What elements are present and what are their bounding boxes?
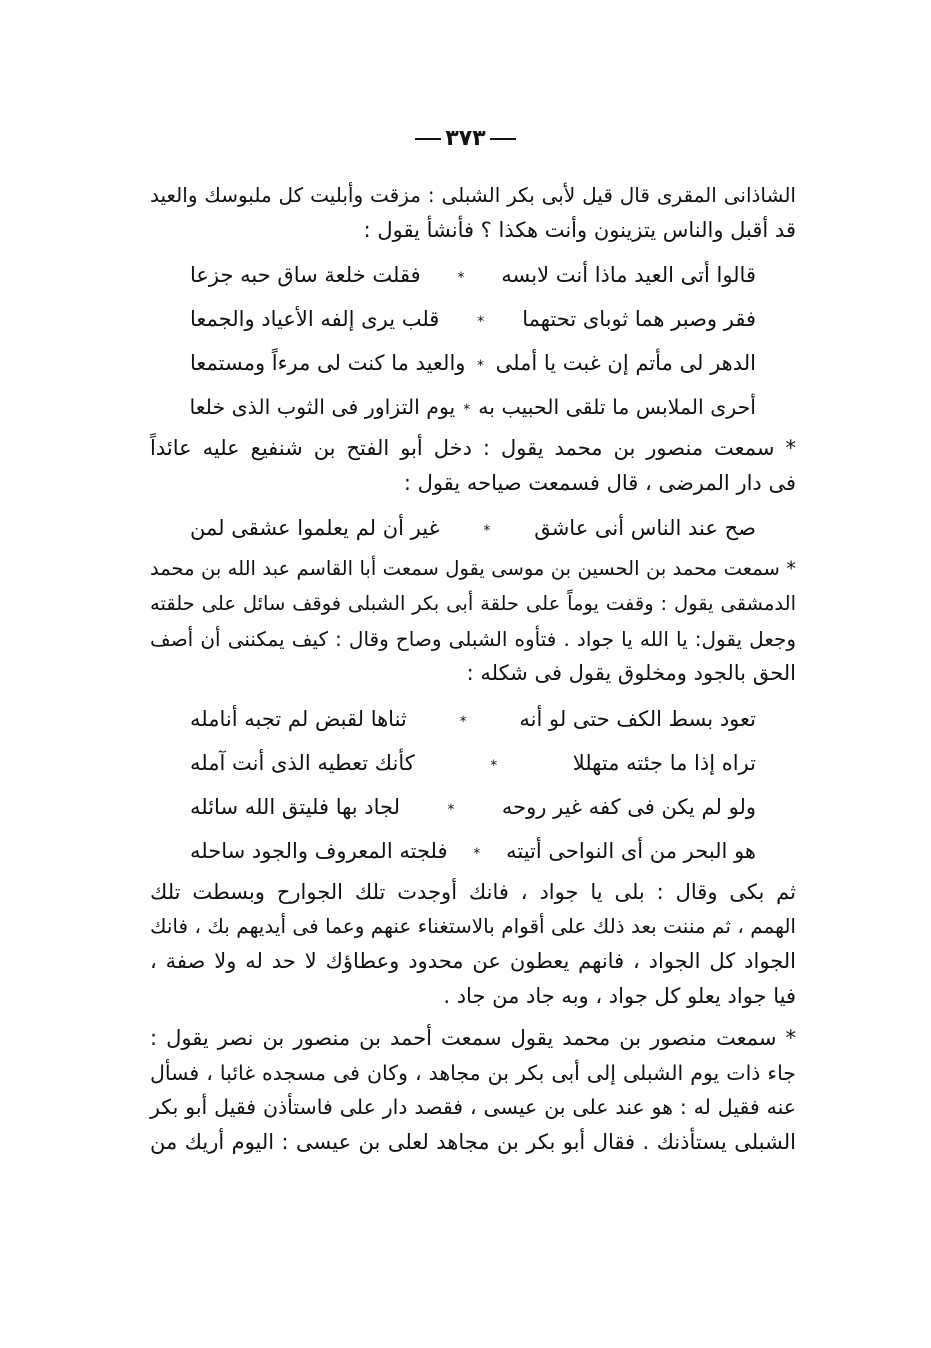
paragraph-3 — [150, 552, 796, 690]
verse-second-hemistich: فلجته المعروف والجود ساحله — [190, 838, 448, 863]
paragraph-2 — [150, 431, 796, 500]
text-line: * سمعت منصور بن محمد يقول : دخل أبو الفتح بن شنفيع عليه عائداً — [150, 436, 796, 461]
paragraph-gap — [150, 1013, 796, 1021]
verse-first-hemistich: ولو لم يكن فى كفه غير روحه — [501, 794, 756, 819]
text-line: * سمعت محمد بن الحسين بن موسى يقول سمعت أبا القاسم عبد الله بن محمد — [150, 557, 796, 581]
poem-3 — [150, 697, 796, 873]
text-line: الدمشقى يقول : وقفت يوماً على حلقة أبى بكر الشبلى فوقف سائل على حلقته — [150, 591, 796, 615]
text-line: فيا جواد يعلو كل جواد ، وبه جاد من جاد . — [443, 983, 796, 1008]
verse-first-hemistich: فقر وصبر هما ثوباى تحتهما — [522, 307, 756, 332]
verse-first-hemistich: تعود بسط الكف حتى لو أنه — [519, 706, 756, 731]
verse-second-hemistich: غير أن لم يعلموا عشقى لمن — [190, 516, 440, 541]
paragraph-5 — [150, 1021, 796, 1159]
text-line: الحق بالجود ومخلوق يقول فى شكله : — [466, 661, 796, 686]
dash-left — [490, 138, 516, 140]
verse-separator: * — [477, 314, 485, 331]
text-line: فى دار المرضى ، قال فسمعت صياحه يقول : — [403, 470, 796, 495]
dash-right — [415, 138, 441, 140]
verse-separator: * — [483, 523, 491, 540]
verse-first-hemistich: هو البحر من أى النواحى أتيته — [506, 838, 756, 863]
verse-line — [190, 785, 756, 829]
text-line: جاء ذات يوم الشبلى إلى أبى بكر بن مجاهد ، وكان فى مسجده غائبا ، فسأل — [150, 1060, 796, 1085]
paragraph-4 — [150, 875, 796, 1013]
verse-second-hemistich: لجاد بها فليتق الله سائله — [190, 794, 400, 819]
text-line: الشاذانى المقرى قال قيل لأبى بكر الشبلى : مزقت وأبليت كل ملبوسك والعيد — [150, 183, 796, 207]
verse-separator: * — [477, 358, 485, 375]
text-line: ثم بكى وقال : بلى يا جواد ، فانك أوجدت تلك الجوارح وبسطت تلك — [150, 879, 796, 904]
text-line: عنه فقيل له : هو عند على بن عيسى ، فقصد دار على فاستأذن فقيل أبو بكر — [150, 1095, 796, 1120]
verse-first-hemistich: قالوا أتى العيد ماذا أنت لابسه — [501, 263, 756, 288]
poem-1 — [150, 253, 796, 429]
verse-separator: * — [490, 757, 498, 774]
verse-line — [190, 506, 756, 550]
text-line: الجواد كل الجواد ، فانهم يعطون عن محدود وعطاؤك لا حد له ولا صفة ، — [150, 948, 796, 973]
verse-separator: * — [459, 713, 467, 730]
page-number-text: ٣٧٣ — [445, 126, 486, 151]
text-line: * سمعت منصور بن محمد يقول سمعت أحمد بن منصور بن نصر يقول : — [150, 1026, 796, 1051]
verse-line — [190, 341, 756, 385]
verse-line — [190, 697, 756, 741]
verse-second-hemistich: يوم التزاور فى الثوب الذى خلعا — [189, 395, 456, 420]
verse-line — [190, 385, 756, 429]
paragraph-1 — [150, 178, 796, 247]
verse-line — [190, 297, 756, 341]
poem-2 — [150, 506, 796, 550]
text-line: وجعل يقول: يا الله يا جواد . فتأوه الشبلى وصاح وقال : كيف يمكننى أن أصف — [150, 626, 796, 651]
text-line: الشبلى يستأذنك . فقال أبو بكر بن مجاهد لعلى بن عيسى : اليوم أريك من — [150, 1129, 796, 1154]
text-line: قد أقبل والناس يتزينون وأنت هكذا ؟ فأنشأ يقول : — [363, 217, 796, 242]
verse-first-hemistich: صح عند الناس أنى عاشق — [534, 516, 756, 541]
page-number — [0, 126, 931, 151]
verse-separator: * — [463, 402, 471, 419]
verse-second-hemistich: فقلت خلعة ساق حبه جزعا — [190, 263, 421, 288]
verse-separator: * — [447, 801, 455, 818]
verse-second-hemistich: ثناها لقبض لم تجبه أنامله — [190, 706, 407, 731]
verse-second-hemistich: قلب يرى إلفه الأعياد والجمعا — [190, 307, 440, 332]
verse-line — [190, 741, 756, 785]
text-line: الهمم ، ثم مننت بعد ذلك على أقوام بالاستغناء عنهم وعما فى أيديهم بك ، فانك — [150, 914, 796, 939]
verse-line — [190, 253, 756, 297]
page-body — [150, 178, 796, 1160]
verse-first-hemistich: الدهر لى مأتم إن غبت يا أملى — [495, 351, 756, 376]
verse-separator: * — [457, 270, 465, 287]
verse-line — [190, 829, 756, 873]
verse-first-hemistich: تراه إذا ما جئته متهللا — [572, 750, 756, 775]
verse-second-hemistich: كأنك تعطيه الذى أنت آمله — [190, 750, 415, 775]
verse-separator: * — [473, 845, 481, 862]
verse-second-hemistich: والعيد ما كنت لى مرءاً ومستمعا — [190, 351, 466, 376]
verse-first-hemistich: أحرى الملابس ما تلقى الحبيب به — [478, 395, 756, 420]
